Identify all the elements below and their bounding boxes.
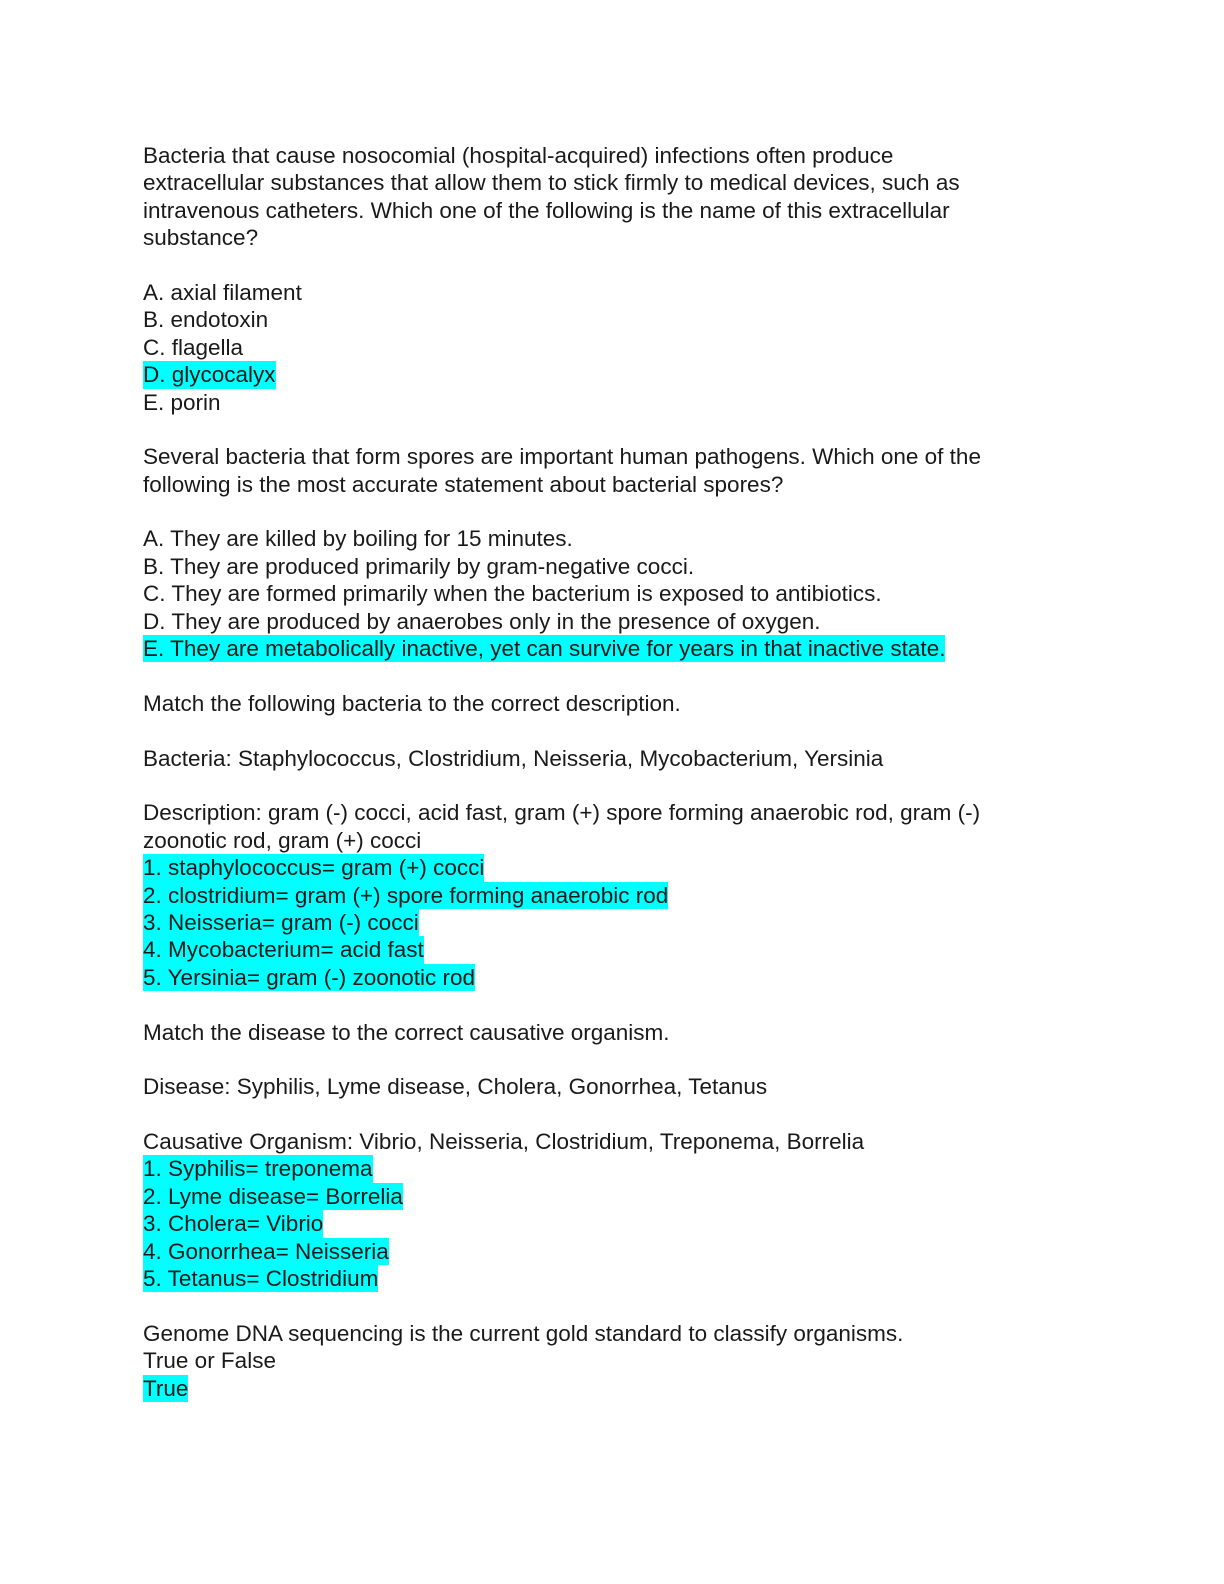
highlighted-answer: 3. Neisseria= gram (-) cocci: [143, 909, 419, 935]
answer-option: B. endotoxin: [143, 307, 269, 333]
question-prompt: Match the following bacteria to the correct description.: [143, 690, 681, 716]
answer-option-correct: [143, 1375, 1043, 1402]
match-answer: [143, 1265, 1043, 1292]
question-5: [143, 1320, 1043, 1402]
question-prompt: Match the disease to the correct causative organism.: [143, 1019, 670, 1045]
match-answer: [143, 1155, 1043, 1182]
question-text-line: Genome DNA sequencing is the current gold standard to classify organisms.: [143, 1320, 904, 1346]
spacer: [143, 717, 1043, 744]
spacer: [143, 1292, 1043, 1319]
question-text-line: following is the most accurate statement about bacterial spores?: [143, 471, 784, 497]
organism-list: Causative Organism: Vibrio, Neisseria, Clostridium, Treponema, Borrelia: [143, 1129, 865, 1155]
question-1: [143, 142, 1043, 416]
match-answer: [143, 1210, 1043, 1237]
question-4: [143, 1019, 1043, 1293]
match-answer: [143, 854, 1043, 881]
answer-option: E. porin: [143, 389, 221, 415]
disease-list: Disease: Syphilis, Lyme disease, Cholera, Gonorrhea, Tetanus: [143, 1074, 768, 1100]
question-text-line: extracellular substances that allow them to stick firmly to medical devices, such as: [143, 170, 960, 196]
document-page: [143, 142, 1043, 1402]
spacer: [143, 416, 1043, 443]
answer-option: A. axial filament: [143, 279, 302, 305]
highlighted-answer: 1. staphylococcus= gram (+) cocci: [143, 855, 485, 881]
question-text-line: Bacteria that cause nosocomial (hospital-acquired) infections often produce: [143, 143, 894, 168]
highlighted-answer: 4. Gonorrhea= Neisseria: [143, 1238, 389, 1264]
spacer: [143, 1101, 1043, 1128]
highlighted-answer: 3. Cholera= Vibrio: [143, 1211, 324, 1237]
match-answer: [143, 936, 1043, 963]
spacer: [143, 991, 1043, 1018]
spacer: [143, 498, 1043, 525]
answer-option: A. They are killed by boiling for 15 minutes.: [143, 526, 573, 552]
highlighted-answer: 2. Lyme disease= Borrelia: [143, 1183, 403, 1209]
match-answer: [143, 1238, 1043, 1265]
match-answer: [143, 964, 1043, 991]
highlighted-answer: 2. clostridium= gram (+) spore forming anaerobic rod: [143, 882, 669, 908]
spacer: [143, 252, 1043, 279]
highlighted-answer: 1. Syphilis= treponema: [143, 1156, 373, 1182]
spacer: [143, 662, 1043, 689]
answer-option: D. They are produced by anaerobes only in the presence of oxygen.: [143, 608, 821, 634]
description-line: zoonotic rod, gram (+) cocci: [143, 827, 422, 853]
spacer: [143, 772, 1043, 799]
question-text-line: Several bacteria that form spores are important human pathogens. Which one of the: [143, 444, 981, 470]
match-answer: [143, 882, 1043, 909]
answer-option-correct: [143, 635, 1043, 662]
highlighted-answer: True: [143, 1375, 189, 1401]
question-text-line: intravenous catheters. Which one of the following is the name of this extracellular: [143, 197, 950, 223]
answer-option: C. They are formed primarily when the bacterium is exposed to antibiotics.: [143, 581, 882, 607]
question-format: True or False: [143, 1348, 276, 1374]
answer-option: B. They are produced primarily by gram-negative cocci.: [143, 553, 695, 579]
question-3: [143, 690, 1043, 991]
question-2: [143, 443, 1043, 662]
highlighted-answer: 5. Yersinia= gram (-) zoonotic rod: [143, 964, 476, 990]
answer-option: C. flagella: [143, 334, 244, 360]
bacteria-list: Bacteria: Staphylococcus, Clostridium, Neisseria, Mycobacterium, Yersinia: [143, 745, 884, 771]
highlighted-answer: E. They are metabolically inactive, yet can survive for years in that inactive state.: [143, 636, 946, 662]
highlighted-answer: 4. Mycobacterium= acid fast: [143, 937, 424, 963]
highlighted-answer: 5. Tetanus= Clostridium: [143, 1266, 379, 1292]
highlighted-answer: D. glycocalyx: [143, 362, 276, 388]
match-answer: [143, 1183, 1043, 1210]
answer-option-correct: [143, 361, 1043, 388]
spacer: [143, 1046, 1043, 1073]
question-text-line: substance?: [143, 225, 259, 251]
description-line: Description: gram (-) cocci, acid fast, gram (+) spore forming anaerobic rod, gram (-): [143, 800, 981, 826]
match-answer: [143, 909, 1043, 936]
